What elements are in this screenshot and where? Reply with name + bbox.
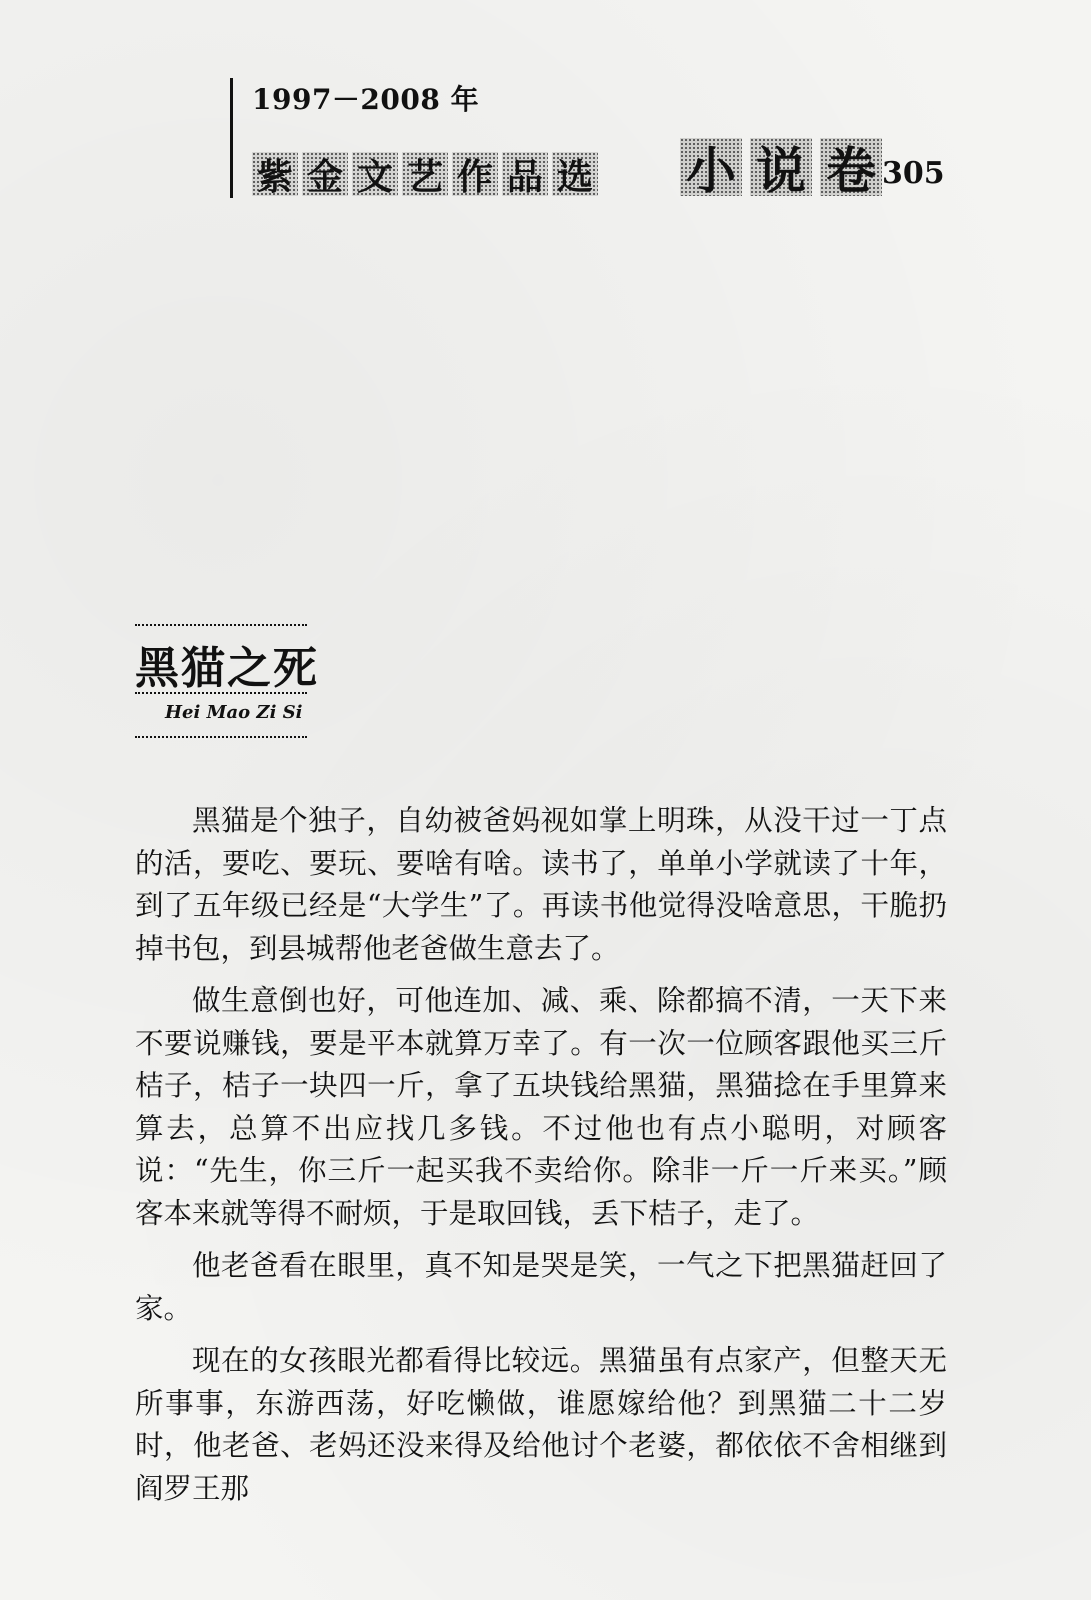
body-paragraph: 做生意倒也好，可他连加、减、乘、除都搞不清，一天下来不要说赚钱，要是平本就算万幸了。有一次一位顾客跟他买三斤桔子，桔子一块四一斤，拿了五块钱给黑猫，黑猫捻在手里算来算去，总算不出应找几多钱。不过他也有点小聪明，对顾客说：“先生，你三斤一起买我不卖给你。除非一斤一斤来买。”顾客本来就等得不耐烦，于是取回钱，丢下桔子，走了。 — [135, 984, 947, 1230]
article-title: 黑猫之死 — [135, 643, 319, 694]
dotted-divider — [135, 736, 307, 738]
body-paragraph: 现在的女孩眼光都看得比较远。黑猫虽有点家产，但整天无所事事，东游西荡，好吃懒做，谁愿嫁给他？到黑猫二十二岁时，他老爸、老妈还没来得及给他讨个老婆，都依依不舍相继到阎罗王那 — [135, 1344, 947, 1505]
dotted-divider — [135, 624, 307, 626]
series-title-char: 选 — [552, 152, 598, 196]
volume-title-char: 小 — [680, 138, 742, 196]
volume-title — [680, 138, 882, 200]
series-title-char: 作 — [452, 152, 498, 196]
header-series-row — [252, 134, 952, 204]
article-body — [135, 800, 947, 1520]
series-title-char: 艺 — [402, 152, 448, 196]
article-title-block — [135, 618, 319, 743]
series-title-char: 品 — [502, 152, 548, 196]
dotted-divider — [135, 692, 307, 694]
series-title-char: 紫 — [252, 152, 298, 196]
article-title-pinyin: Hei Mao Zi Si — [165, 702, 303, 723]
running-header — [230, 78, 950, 198]
series-title-char: 文 — [352, 152, 398, 196]
body-paragraph: 他老爸看在眼里，真不知是哭是笑，一气之下把黑猫赶回了家。 — [135, 1249, 947, 1325]
volume-title-char: 说 — [750, 138, 812, 196]
series-title — [252, 152, 598, 196]
page-number: 305 — [882, 156, 945, 191]
series-title-char: 金 — [302, 152, 348, 196]
header-vertical-rule — [230, 78, 233, 198]
volume-title-char: 卷 — [820, 138, 882, 196]
header-years: 1997－2008 年 — [252, 83, 480, 116]
body-paragraph: 黑猫是个独子，自幼被爸妈视如掌上明珠，从没干过一丁点的活，要吃、要玩、要啥有啥。读书了，单单小学就读了十年，到了五年级已经是“大学生”了。再读书他觉得没啥意思，干脆扔掉书包，到县城帮他老爸做生意去了。 — [135, 804, 947, 965]
